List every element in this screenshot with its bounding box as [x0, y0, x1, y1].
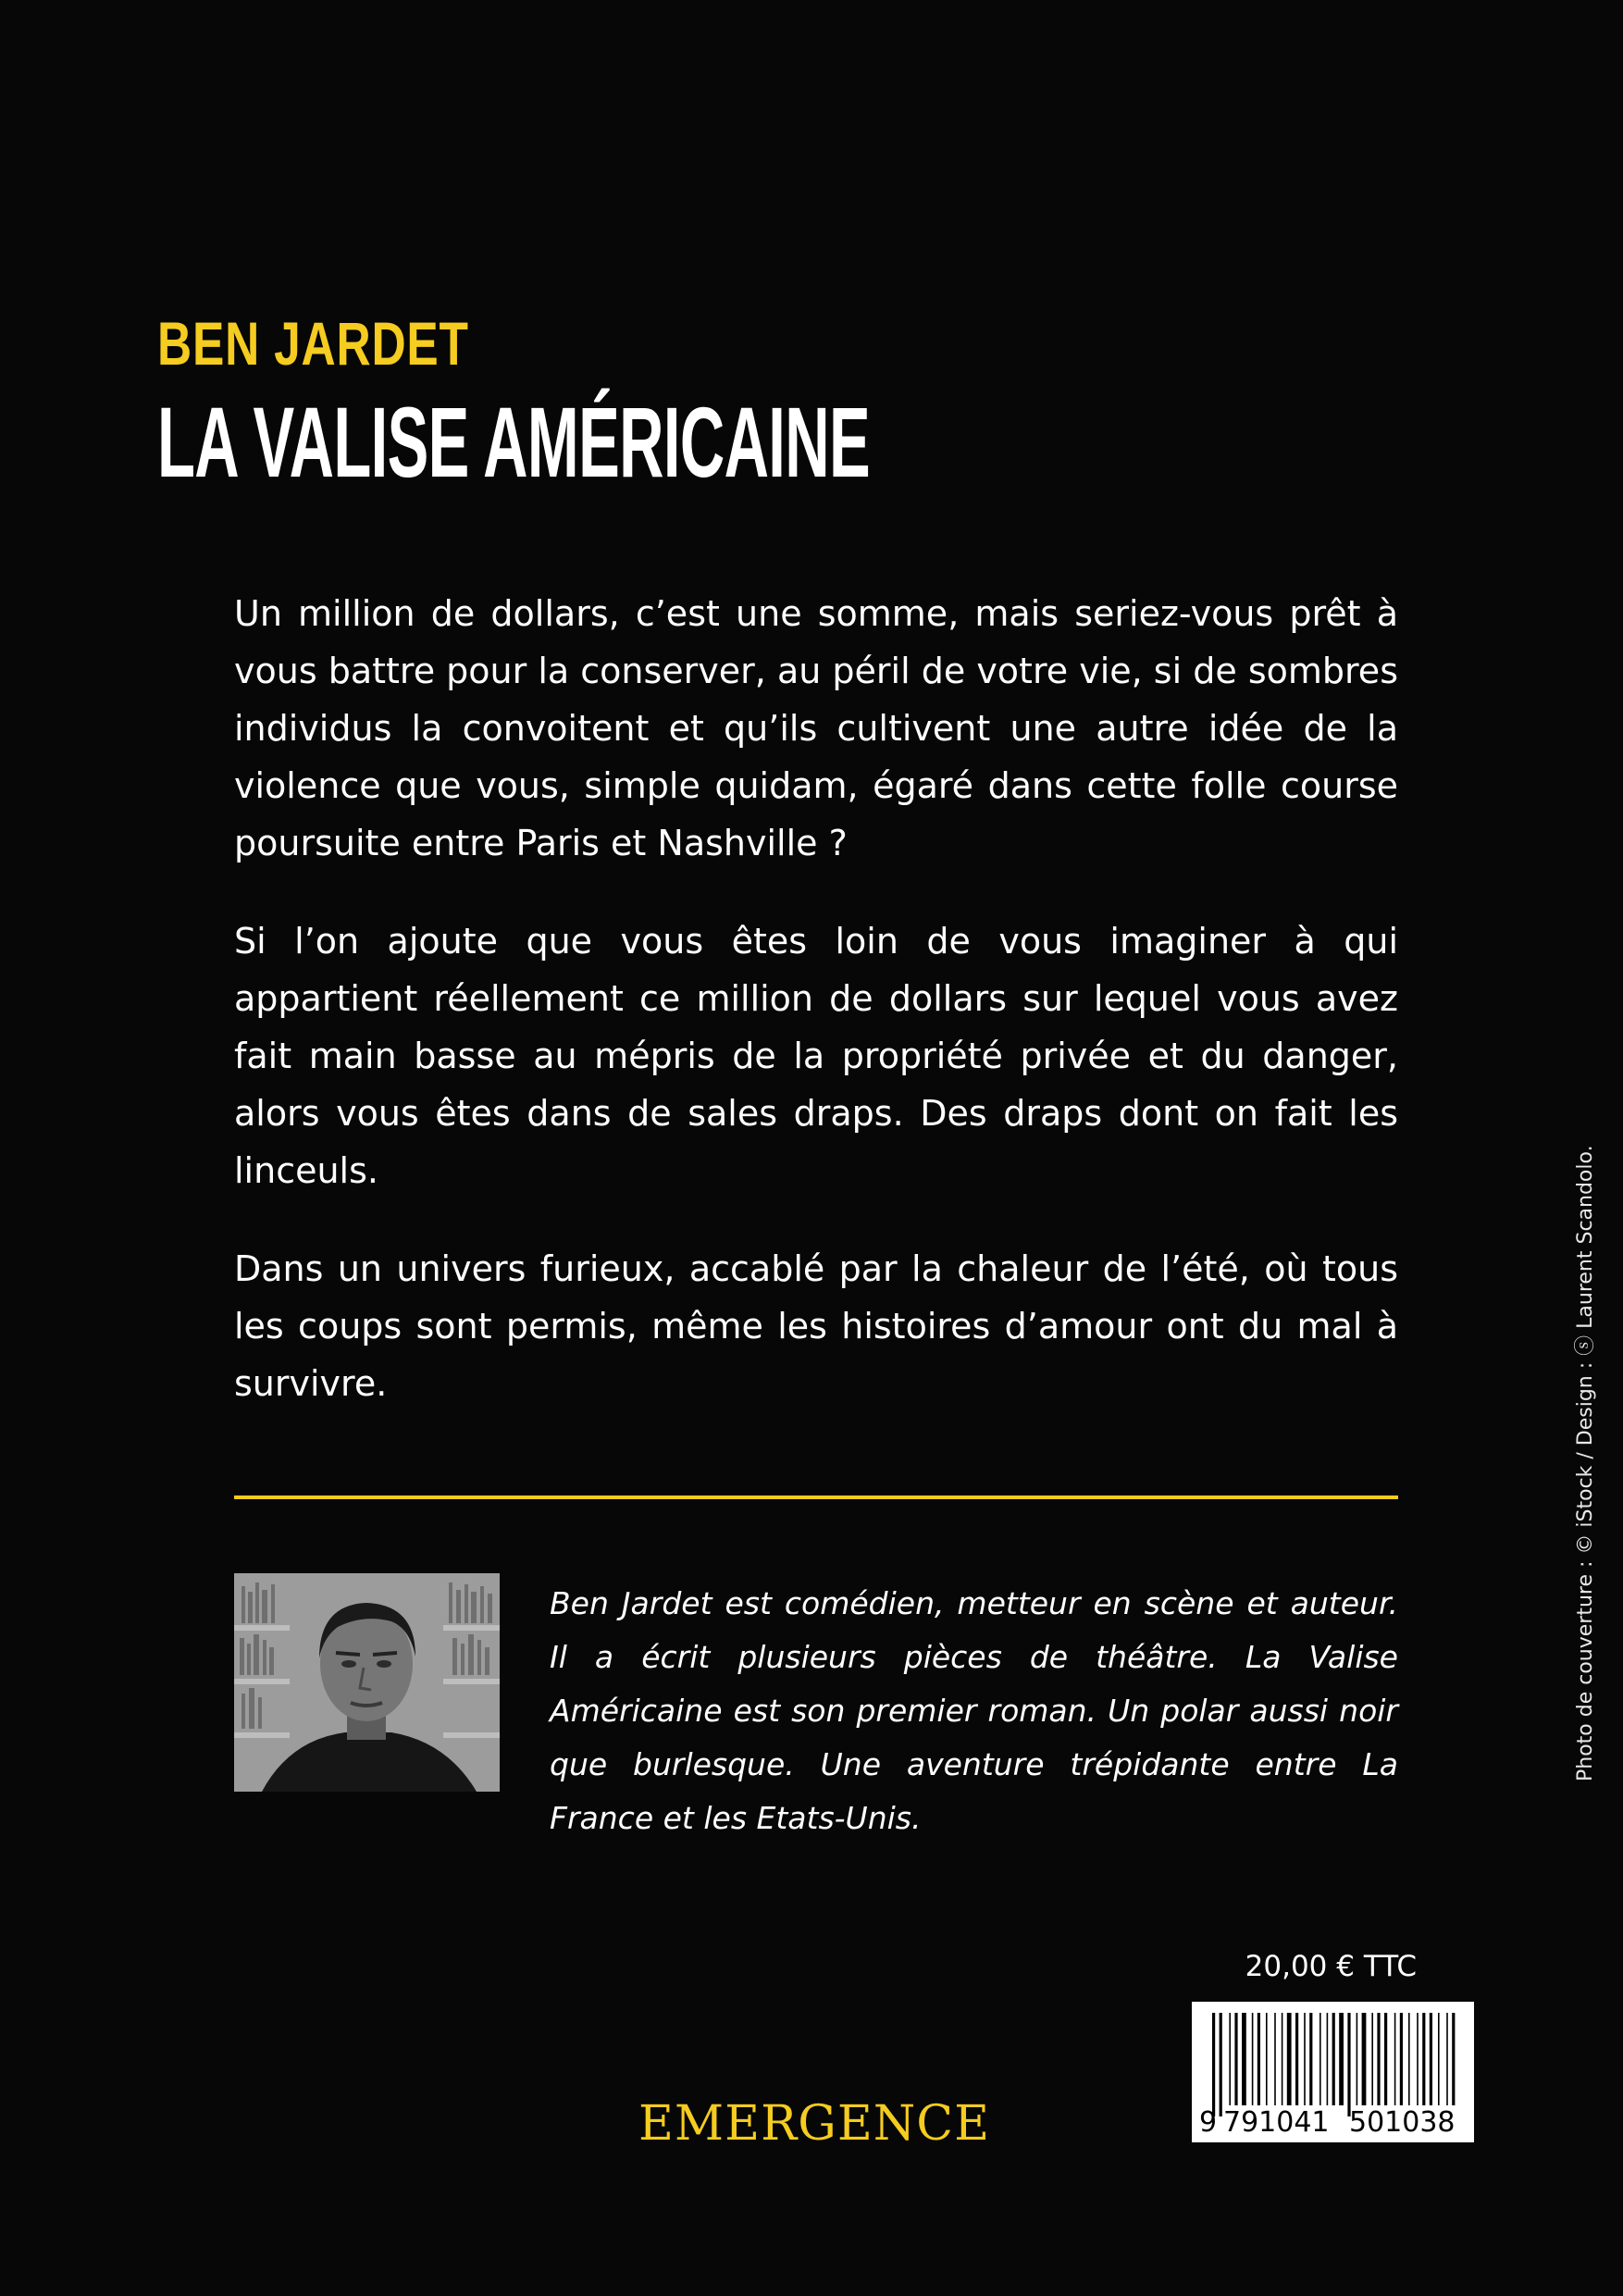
author-portrait-image: [234, 1573, 500, 1792]
blurb-paragraph-2: Si l’on ajoute que vous êtes loin de vous imaginer à qui appartient réellement ce million de dollars sur lequel vous avez fait main basse au mépris de la propriété privée et du danger, alors vous êtes dans de sales draps. Des draps dont on fait les linceuls.: [234, 921, 1398, 1191]
barcode-digit-first: 9: [1199, 2106, 1218, 2139]
author-bio: Ben Jardet est comédien, metteur en scène et auteur. Il a écrit plusieurs pièces de théâtre. La Valise Américaine est son premier roman. Un polar aussi noir que burlesque. Une aventure trépidante entre La France et les Etats-Unis.: [550, 1585, 1398, 1836]
photo-credit: Photo de couverture : © iStock / Design : ⓢ Laurent Scandolo.: [1574, 1145, 1597, 1781]
author-name: BEN JARDET: [157, 309, 469, 378]
barcode-group-left: 791041: [1223, 2106, 1330, 2139]
price: 20,00 € TTC: [1245, 1950, 1417, 1983]
yellow-divider: [234, 1496, 1398, 1499]
publisher-logo: EMERGENCE: [638, 2096, 991, 2152]
blurb-paragraph-3: Dans un univers furieux, accablé par la chaleur de l’été, où tous les coups sont permis, même les histoires d’amour ont du mal à survivre.: [234, 1248, 1398, 1404]
blurb-paragraph-1: Un million de dollars, c’est une somme, mais seriez-vous prêt à vous battre pour la conserver, au péril de votre vie, si de sombres individus la convoitent et qu’ils cultivent une autre idée de la violence que vous, simple quidam, égaré dans cette folle course poursuite entre Paris et Nashville ?: [234, 593, 1398, 863]
barcode-number: [1192, 2105, 1474, 2141]
barcode-group-right: 501038: [1349, 2106, 1456, 2139]
author-photo: [234, 1573, 500, 1792]
blurb: [234, 585, 1398, 1453]
book-title: LA VALISE AMÉRICAINE: [157, 386, 871, 498]
barcode: [1192, 2002, 1474, 2142]
